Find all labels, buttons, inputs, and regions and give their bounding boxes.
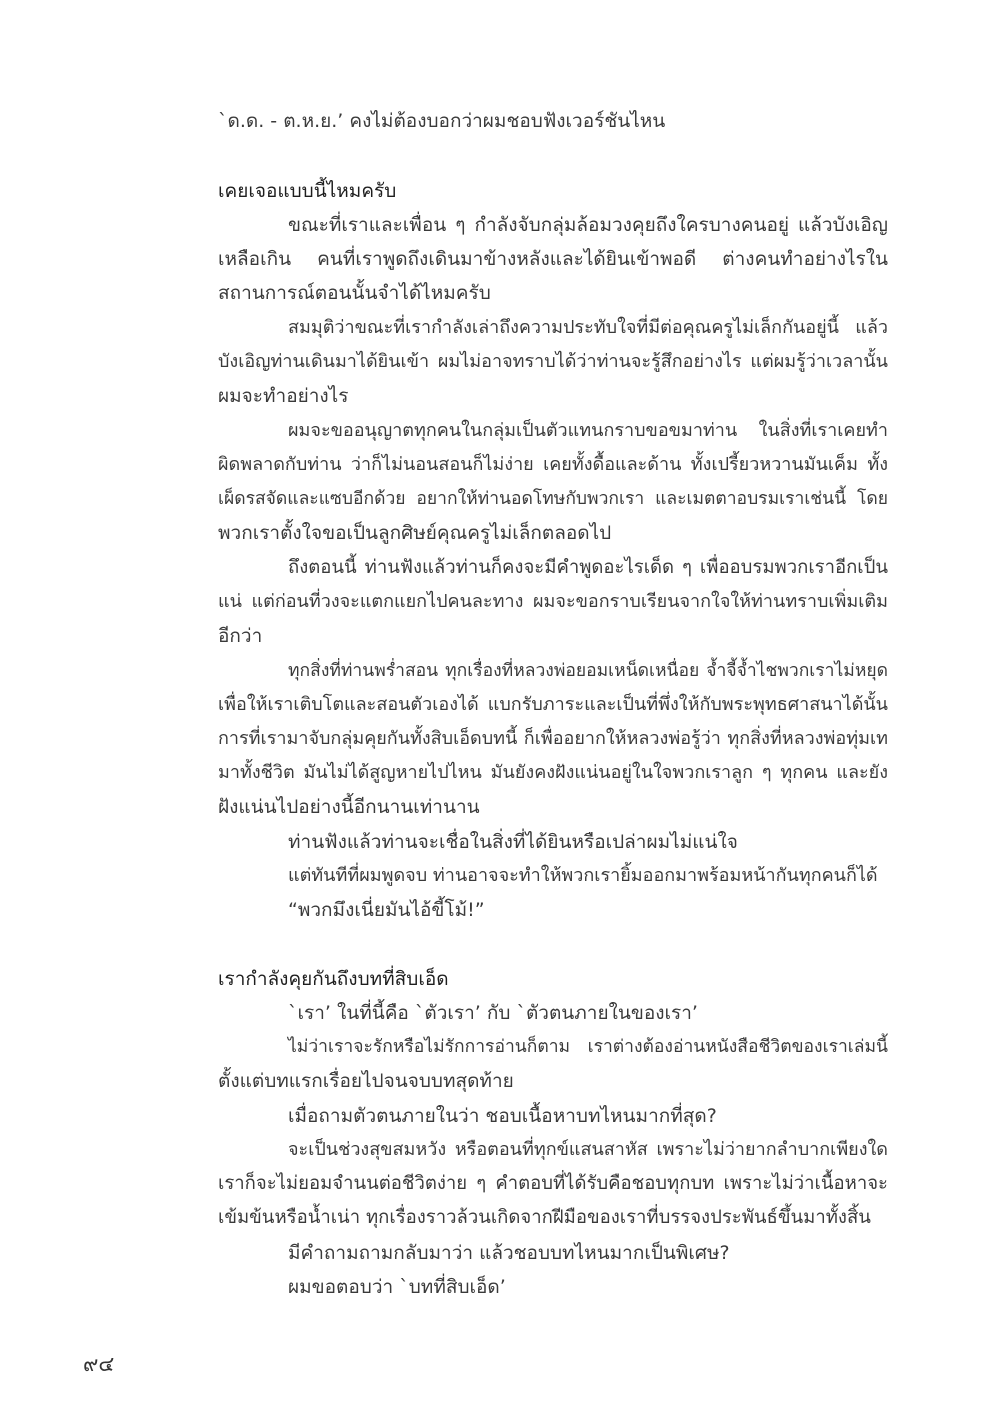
paragraph-line: แต่ทันทีที่ผมพูดจบ ท่านอาจจะทำให้พวกเรายิ้มออกมาพร้อมหน้ากันทุกคนก็ได้: [288, 865, 878, 886]
intro-line: `ด.ด. - ต.ห.ย.’ คงไม่ต้องบอกว่าผมชอบฟังเวอร์ชันไหน: [218, 110, 666, 132]
page-number: ๙๔: [83, 1352, 115, 1376]
paragraph-line: การที่เรามาจับกลุ่มคุยกันทั้งสิบเอ็ดบทนี้ ก็เพื่ออยากให้หลวงพ่อรู้ว่า ทุกสิ่งที่หลวงพ่อทุ่มเท: [218, 728, 888, 749]
paragraph-line: มาทั้งชีวิต มันไม่ได้สูญหายไปไหน มันยังคงฝังแน่นอยู่ในใจพวกเราลูก ๆ ทุกคน และยัง: [218, 762, 888, 783]
paragraph-line: สถานการณ์ตอนนั้นจำได้ไหมครับ: [218, 282, 491, 304]
paragraph-line: เข้มข้นหรือน้ำเน่า ทุกเรื่องราวล้วนเกิดจากฝีมือของเราที่บรรจงประพันธ์ขึ้นมาทั้งสิ้น: [218, 1207, 871, 1228]
paragraph-line: `เรา’ ในที่นี้คือ `ตัวเรา’ กับ `ตัวตนภายในของเรา’: [288, 1002, 698, 1024]
paragraph-line: ทุกสิ่งที่ท่านพร่ำสอน ทุกเรื่องที่หลวงพ่อยอมเหน็ดเหนื่อย จ้ำจี้จ้ำไชพวกเราไม่หยุด: [288, 661, 888, 681]
paragraph-line: สมมุติว่าขณะที่เรากำลังเล่าถึงความประทับใจที่มีต่อคุณครูไม่เล็กกันอยู่นี้ แล้ว: [288, 317, 888, 338]
paragraph-line: เมื่อถามตัวตนภายในว่า ชอบเนื้อหาบทไหนมากที่สุด?: [288, 1105, 717, 1127]
section-heading: เรากำลังคุยกันถึงบทที่สิบเอ็ด: [218, 968, 449, 990]
paragraph-line: ตั้งแต่บทแรกเรื่อยไปจนจบบทสุดท้าย: [218, 1070, 514, 1092]
paragraph-line: ผมจะขออนุญาตทุกคนในกลุ่มเป็นตัวแทนกราบขอขมาท่าน ในสิ่งที่เราเคยทำ: [288, 420, 888, 441]
paragraph-line: ท่านฟังแล้วท่านจะเชื่อในสิ่งที่ได้ยินหรือเปล่าผมไม่แน่ใจ: [288, 831, 738, 853]
paragraph-line: ขณะที่เราและเพื่อน ๆ กำลังจับกลุ่มล้อมวงคุยถึงใครบางคนอยู่ แล้วบังเอิญ: [288, 214, 888, 236]
paragraph-line: จะเป็นช่วงสุขสมหวัง หรือตอนที่ทุกข์แสนสาหัส เพราะไม่ว่ายากลำบากเพียงใด: [288, 1139, 888, 1160]
paragraph-line: พวกเราตั้งใจขอเป็นลูกศิษย์คุณครูไม่เล็กตลอดไป: [218, 522, 612, 544]
quote-line: “พวกมึงเนี่ยมันไอ้ขี้โม้!”: [288, 899, 485, 921]
paragraph-line: ผิดพลาดกับท่าน ว่าก็ไม่นอนสอนก็ไม่ง่าย เคยทั้งดื้อและด้าน ทั้งเปรี้ยวหวานมันเค็ม ทั้ง: [218, 454, 888, 475]
section-heading: เคยเจอแบบนี้ไหมครับ: [218, 180, 397, 202]
paragraph-line: อีกว่า: [218, 625, 263, 647]
paragraph-line: มีคำถามถามกลับมาว่า แล้วชอบบทไหนมากเป็นพิเศษ?: [288, 1242, 730, 1264]
paragraph-line: เพื่อให้เราเติบโตและสอนตัวเองได้ แบกรับภาระและเป็นที่พึ่งให้กับพระพุทธศาสนาได้นั้น: [218, 694, 888, 715]
paragraph-line: ผมจะทำอย่างไร: [218, 385, 349, 407]
paragraph-line: เหลือเกิน คนที่เราพูดถึงเดินมาข้างหลังและได้ยินเข้าพอดี ต่างคนทำอย่างไรใน: [218, 248, 888, 270]
paragraph-line: ถึงตอนนี้ ท่านฟังแล้วท่านก็คงจะมีคำพูดอะไรเด็ด ๆ เพื่ออบรมพวกเราอีกเป็น: [288, 557, 888, 578]
paragraph-line: เผ็ดรสจัดและแซบอีกด้วย อยากให้ท่านอดโทษกับพวกเรา และเมตตาอบรมเราเช่นนี้ โดย: [218, 489, 888, 509]
paragraph-line: ผมขอตอบว่า `บทที่สิบเอ็ด’: [288, 1276, 506, 1298]
paragraph-line: ไม่ว่าเราจะรักหรือไม่รักการอ่านก็ตาม เราต่างต้องอ่านหนังสือชีวิตของเราเล่มนี้: [288, 1037, 888, 1057]
paragraph-line: แน่ แต่ก่อนที่วงจะแตกแยกไปคนละทาง ผมจะขอกราบเรียนจากใจให้ท่านทราบเพิ่มเติม: [218, 591, 888, 612]
paragraph-line: ฝังแน่นไปอย่างนี้อีกนานเท่านาน: [218, 796, 480, 818]
paragraph-line: เราก็จะไม่ยอมจำนนต่อชีวิตง่าย ๆ คำตอบที่ได้รับคือชอบทุกบท เพราะไม่ว่าเนื้อหาจะ: [218, 1173, 888, 1194]
paragraph-line: บังเอิญท่านเดินมาได้ยินเข้า ผมไม่อาจทราบได้ว่าท่านจะรู้สึกอย่างไร แต่ผมรู้ว่าเวลานั้น: [218, 351, 888, 372]
